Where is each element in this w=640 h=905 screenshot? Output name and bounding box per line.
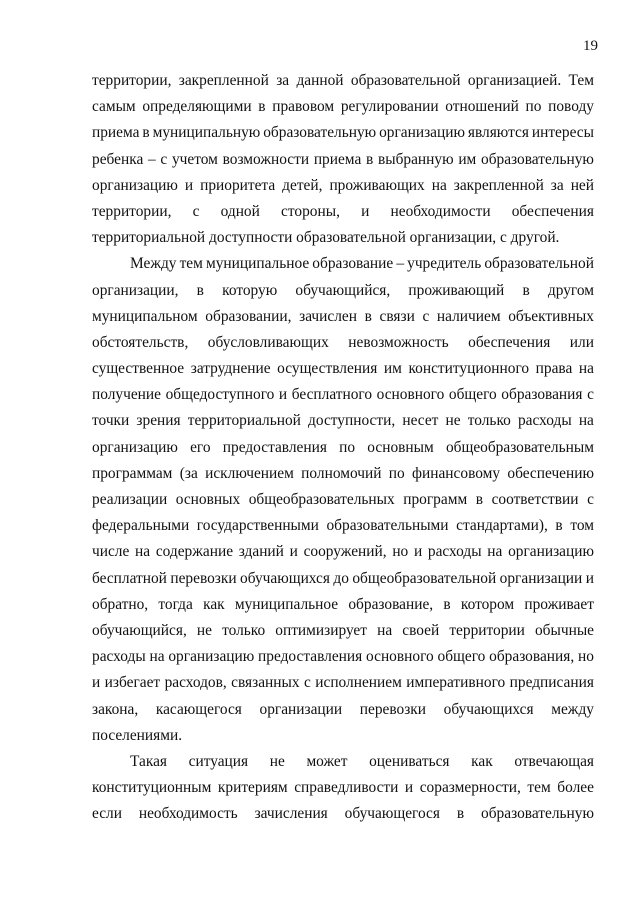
paragraph-line: конституционным критериям справедливости и соразмерности, тем более <box>92 779 594 797</box>
paragraph-line: и избегает расходов, связанных с исполнением императивного предписания <box>92 674 594 692</box>
paragraph-line: организации, в которую обучающийся, проживающий в другом <box>92 281 594 299</box>
paragraph-line: ребенка – с учетом возможности приема в выбранную им образовательную <box>92 150 594 168</box>
paragraph-line: если необходимость зачисления обучающегося в образовательную <box>92 805 594 823</box>
paragraph-line: Между тем муниципальное образование – учредитель образовательной <box>130 255 594 273</box>
paragraph-1 <box>92 68 594 251</box>
paragraph-3 <box>92 749 594 828</box>
paragraph-line: организацию его предоставления по основным общеобразовательным <box>92 438 594 456</box>
paragraph-line: обучающийся, не только оптимизирует на своей территории обычные <box>92 621 594 639</box>
paragraph-line: территории, закрепленной за данной образовательной организацией. Тем <box>92 72 594 89</box>
paragraph-line: бесплатной перевозки обучающихся до общеобразовательной организации и <box>92 569 594 587</box>
page-number: 19 <box>583 38 598 54</box>
paragraph-line: числе на содержание зданий и сооружений, но и расходы на организацию <box>92 543 594 561</box>
paragraph-line: самым определяющими в правовом регулировании отношений по поводу <box>92 98 594 116</box>
paragraph-line: поселениями. <box>92 726 183 744</box>
paragraph-line: закона, касающегося организации перевозки обучающихся между <box>92 700 594 718</box>
document-body <box>92 68 594 827</box>
paragraph-line: обратно, тогда как муниципальное образование, в котором проживает <box>92 595 594 613</box>
paragraph-line: территориальной доступности образовательной организации, с другой. <box>92 229 560 247</box>
paragraph-line: приема в муниципальную образовательную организацию являются интересы <box>92 124 594 142</box>
paragraph-line: территории, с одной стороны, и необходимости обеспечения <box>92 202 594 220</box>
paragraph-line: точки зрения территориальной доступности, несет не только расходы на <box>92 412 594 430</box>
paragraph-line: федеральными государственными образовательными стандартами), в том <box>92 517 594 535</box>
paragraph-line: Такая ситуация не может оцениваться как отвечающая <box>130 752 594 770</box>
paragraph-line: получение общедоступного и бесплатного основного общего образования с <box>92 386 594 404</box>
paragraph-line: муниципальном образовании, зачислен в связи с наличием объективных <box>92 307 594 325</box>
paragraph-line: существенное затруднение осуществления им конституционного права на <box>92 360 594 378</box>
paragraph-line: реализации основных общеобразовательных программ в соответствии с <box>92 491 594 508</box>
paragraph-line: расходы на организацию предоставления основного общего образования, но <box>92 648 594 666</box>
paragraph-line: обстоятельств, обусловливающих невозможность обеспечения или <box>92 333 594 351</box>
paragraph-line: организацию и приоритета детей, проживающих на закрепленной за ней <box>92 176 594 194</box>
paragraph-2 <box>92 251 594 749</box>
paragraph-line: программам (за исключением полномочий по финансовому обеспечению <box>92 464 594 482</box>
